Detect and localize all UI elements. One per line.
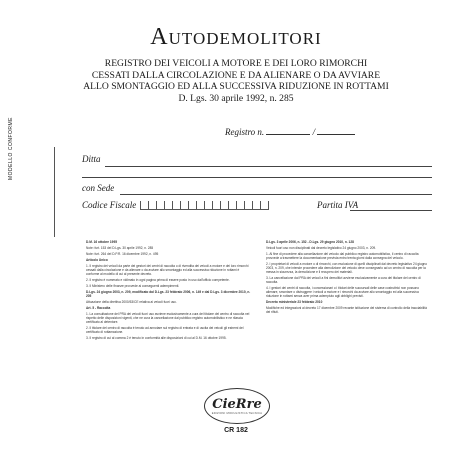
decree-reference: D. Lgs. 30 aprile 1992, n. 285 [178,92,294,104]
law-paragraph: 2. Il titolare del centro di raccolta è tenuto ad annotare sul registro di entrata e di uscita dei veicoli gli estremi del certificato di rottamazione. [86,326,244,335]
law-paragraph: Modifiche ed integrazioni al decreto 17 dicembre 2009 recante istituzione del sistema di controllo della tracciabilità dei rifiuti. [266,306,427,315]
law-heading: D.M. 16 ottobre 1995 [86,240,117,244]
product-code: CR 182 [224,427,248,434]
law-paragraph: 4. I gestori dei centri di raccolta, i concessionari o i titolari delle succursali delle case costruttrici non possono alienare, smontare o distruggere i veicoli a motore e i rimorchi da avviare allo smontaggio ed alla successiva riduzione in rottami senza aver prima adempiuto agli obblighi previsti. [266,285,420,299]
law-paragraph: Note: furt. 264 del D.P.R. 16 dicembre 1992, n. 495 [86,251,159,256]
partita-iva-line[interactable] [350,210,432,211]
law-paragraph: 1. Il registro dei veicoli da parte dei gestori dei centri di raccolta o di rivendita dei veicoli a motore e dei loro rimorchi cessati dalla circolazione e da alienare o da avviare allo smontaggio ed alla successiva riduzione in rottami è conforme al modello di cui al presente decreto. [86,263,249,276]
logo-brand: CieRre [212,396,262,412]
codice-fiscale-label: Codice Fiscale [82,200,137,210]
form-page [8,14,442,454]
registro-separator: / [312,127,316,137]
law-paragraph: 3. Il Ministero delle finanze provvede ai conseguenti adempimenti. [86,283,180,288]
registro-number-blank[interactable] [266,126,310,135]
subtitle-line: ALLO SMONTAGGIO ED ALLA SUCCESSIVA RIDUZIONE IN ROTTAMI [83,81,389,92]
law-paragraph: Note: furt. 153 del D.Lgs. 30 aprile 1992, n. 285 [86,245,154,250]
law-heading: Decreto ministeriale 23 febbraio 2010 [266,300,323,305]
law-text-left-column [86,238,252,403]
page-title: Autodemolitori [150,24,322,50]
law-paragraph: 3. Il registro di cui al comma 2 è tenuto in conformità alle disposizioni di cui al D.M. 16 ottobre 1995. [86,336,227,340]
subtitle-line: CESSATI DALLA CIRCOLAZIONE E DA ALIENARE O DA AVVIARE [91,69,381,81]
ditta-label: Ditta [82,154,101,164]
law-heading: Articolo Unico [86,257,108,262]
partita-iva-label: Partita IVA [317,200,359,210]
ditta-line[interactable] [105,166,432,167]
law-paragraph: Veicoli fuori uso non disciplinati dal decreto legislativo 24 giugno 2003, n. 209. [266,245,377,250]
vertical-label: MODELLO CONFORME [8,116,14,180]
ditta-line-2[interactable] [82,177,432,178]
registro-number-line [225,126,355,137]
law-paragraph: 2. Il registro è numerato e vidimato in ogni pagina prima di essere posto in uso dall'ufficio competente. [86,277,230,282]
law-paragraph: 3. La cancellazione dal PRA dei veicoli a fini demolitivi avviene esclusivamente a cura del titolare del centro di raccolta. [266,275,421,284]
law-heading: D.Lgs. 3 aprile 2006, n. 152 - D.Lgs. 29 giugno 2010, n. 128 [266,240,354,244]
law-text-right-column [266,238,432,403]
law-heading: Art. 5 - Raccolta [86,306,111,310]
sede-label: con Sede [82,183,115,193]
subtitle-block [30,58,442,104]
side-divider [54,147,55,237]
registro-label: Registro n. [225,127,265,137]
subtitle-line: REGISTRO DEI VEICOLI A MOTORE E DEI LORO RIMORCHI [104,58,368,69]
codice-fiscale-boxes[interactable] [140,201,269,210]
law-text [86,238,432,403]
cierre-logo [204,388,270,424]
law-paragraph: 2. I proprietari di veicoli a motore o di rimorchi, con esclusione di quelli disciplinati dal decreto legislativo 24 giugno 2003, n. 209, che intende procedere alla demolizione del veicolo deve consegnarlo ad un centro di raccolta per la messa in sicurezza, la demolizione e il recupero dei materiali. [266,261,428,274]
law-paragraph: 1. Al fine di procedere alla cancellazione del veicolo dal pubblico registro automobilistico, il centro di raccolta provvede a trasmettere la documentazione prevista entro trenta giorni dalla consegna del veicolo. [266,251,419,260]
logo-tagline: EDIZIONI MODULISTICA TECNICA [211,410,263,415]
law-paragraph: 1. La consultazione del PRA dei veicoli fuori uso avviene esclusivamente a cura del titolare del centro di raccolta nel rispetto delle disposizioni vigenti, che ne cura la cancellazione dal pubblico registro automobilistico e ne rilascia certificato al detentore. [86,311,250,325]
law-heading: D.Lgs. 24 giugno 2003, n. 209, modificato dal D.Lgs. 23 febbraio 2006, n. 149 e dal D.Lgs. 3 dicembre 2010, n. 205 [86,289,251,298]
registro-year-blank[interactable] [317,126,355,135]
sede-line[interactable] [120,194,432,195]
law-paragraph: Attuazione della direttiva 2000/53/CE relativa ai veicoli fuori uso. [86,299,177,304]
